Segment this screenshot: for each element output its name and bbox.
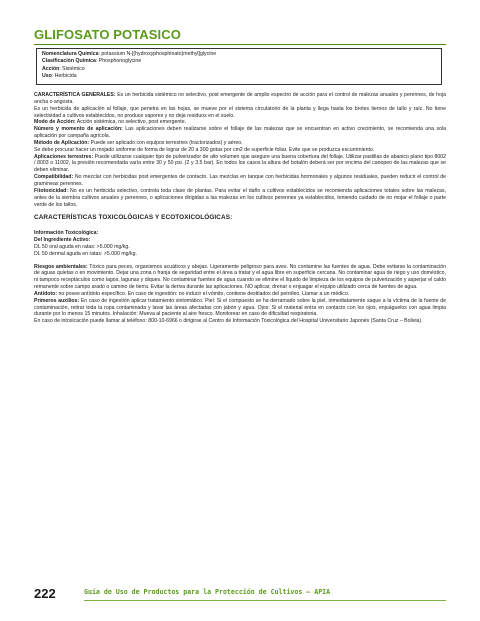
info-row-use: Uso: Herbicida [42, 73, 77, 80]
info-row-action: Acción: Sistémico [42, 65, 85, 72]
page-number: 222 [34, 586, 56, 601]
title-divider [34, 44, 446, 45]
paragraph-general: Es un herbicida de aplicación al follaje, que penetra en las hojas, se mueve por el sistema circulatorio de la planta y llega hasta los brotes tiernos de tallo y raíz. No tiene selectividad a cultivos establecidos, no produce vapores y no deja residuos en el suelo. [34, 105, 446, 119]
page-title: GLIFOSATO POTASICO [34, 27, 181, 42]
footer-title: Guía de Uso de Productos para la Protección de Cultivos – APIA [84, 588, 331, 596]
main-content [34, 92, 446, 325]
paragraph-environmental-risks: Riesgos ambientales: Tóxico para peces, organismos acuáticos y abejas. Ligeramente peligroso para aves. No contamine las fuentes de agua. Debe evitarse la contaminación de aguas quietas o en movimiento. Dejar una zona o franja de seguridad entre el área a tratar y el agua libre en superficie cercana. No contaminar agua de riego y uso doméstico, ni tampoco receptáculos como lagos, lagunas y diques. No contaminar fuentes de agua cuando se elimine el líquido de limpieza de los equipos de pulverización y asperjar el caldo remanente sobre campo arado o camino de tierra. Evitar la deriva durante las aplicaciones. NO aplicar, drenar o enjuagar el equipo utilizado cerca de fuentes de agua. [34, 263, 446, 291]
info-row-nomenclature: Nomenclatura Química: potassium N-[(hydroxyphosphinato)methyl]glycine [42, 51, 217, 57]
paragraph-first-aid: Primeros auxilios: En caso de ingestión aplicar tratamiento sintomático. Piel: Si el compuesto se ha derramado sobre la piel, inmediatamente saque a la víctima de la fuente de contaminación, retirar toda la ropa contaminada y lavar las áreas afectadas con jabón y agua. Ojos: Si el material entra en contacto con los ojos, enjuáguelos con agua limpia durante por lo menos 15 minutos. Inhalación: Mueva al paciente al aire fresco. Monitorear en caso de dificultad respiratoria. [34, 297, 446, 318]
footer-divider [84, 600, 446, 601]
paragraph-mode-of-action: Modo de Acción: Acción sistémica, no selectivo, post emergente. [34, 119, 187, 126]
section-heading-toxicology: CARACTERÍSTICAS TOXICOLÓGICAS Y ECOTOXICOLÓGICAS: [34, 214, 233, 222]
paragraph-compatibility: Compatibilidad: No mezclar con herbicidas post emergentes de contacto. Las mezclas en tanque con herbicidas hormonales y algunos residuales, pueden reducir el control de gramíneas perennes. [34, 174, 446, 187]
paragraph-general: Se debe procurar hacer un mojado uniforme de forma de lograr de 20 a 300 gotas por cm2 de superficie foliar. Evite que se produzca escurrimiento. [34, 146, 375, 153]
paragraph-emergency-contact: En caso de intoxicación puede llamar al teléfono: 800-10-6966 o dirigirse al Centro de Información Toxicológica del Hospital Universitario Japonés (Santa Cruz – Bolivia). [34, 318, 423, 325]
ld50-dermal: DL 50 dermal aguda en ratas: >5.000 mg/kg. [34, 250, 137, 257]
info-row-classification: Clasificación Química: Phosphonoglycine [42, 58, 142, 65]
paragraph-application-timing: Número y momento de aplicación: Las aplicaciones deben realizarse sobre el follaje de las malezas que se encuentran en activo crecimiento, se recomienda una sola aplicación por campaña agrícola. [34, 126, 446, 140]
paragraph-phytotoxicity: Fitotoxicidad: No es un herbicida selectivo, controla toda clase de plantas. Para evitar el daño a cultivos establecidos se recomienda aplicaciones totales sobre las malezas, antes de la siembra cultivos anuales y perennes, o aplicaciones dirigidas a las malezas en los cultivos perennes ya establecidos, teniendo cuidado de no mojar el follaje o parte verde de los tallos. [34, 187, 446, 208]
paragraph-general: CARACTERÍSTICA GENERALES: Es un herbicida sistémico no selectivo, post emergente de amplio espectro de acción para el control de malezas anuales y perennes, de hoja ancha o angosta. [34, 92, 446, 105]
paragraph-antidote: Antídoto: no posee antídoto específico. En caso de ingestión: no inducir el vómito, contiene destilados del petróleo. Llamar a un médico. [34, 290, 350, 297]
paragraph-ground-applications: Aplicaciones terrestres: Puede utilizarse cualquier tipo de pulverizador de alto volumen que asegure una buena cobertura del follaje. Utilizar pastillas de abanico plano tipo 8002 / 8003 o 11002, la presión recomendada varía entre 30 y 50 psi. (2 y 3.5 bar). En todos los casos la altura del botalón deberá ser por encima del canopeo de las malezas que se deben eliminar. [34, 153, 447, 174]
product-info-box [36, 48, 442, 85]
ld50-oral: DL 50 oral aguda en ratas: >5.000 mg/kg. [34, 243, 130, 250]
paragraph-application-method: Método de Aplicación: Puede ser aplicado con equipos terrestres (tractorizados) y aéreo. [34, 139, 243, 146]
tox-info-heading: Información Toxicológica: [34, 230, 99, 237]
active-ingredient-heading: Del Ingrediente Activo: [34, 237, 91, 244]
